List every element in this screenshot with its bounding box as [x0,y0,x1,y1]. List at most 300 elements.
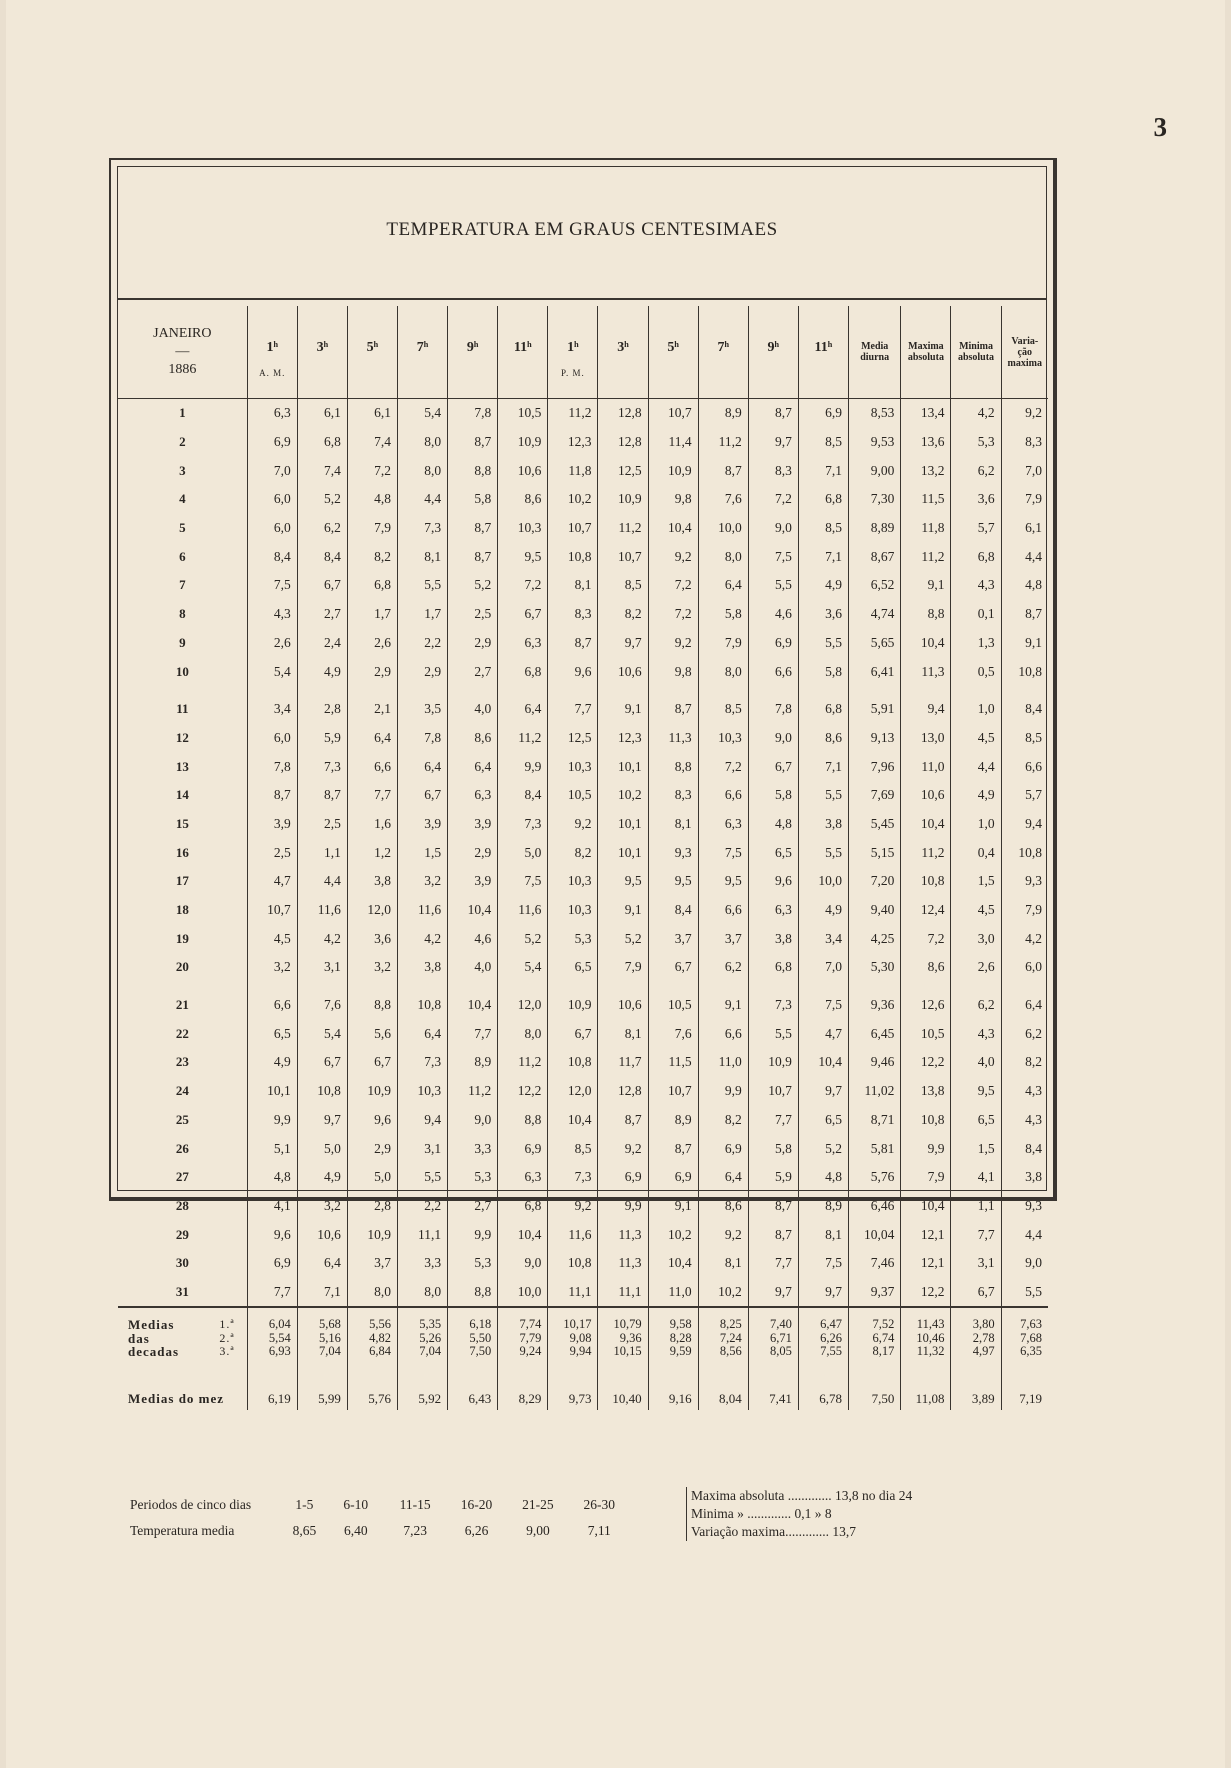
decade-mean-cell: 6,47 [798,1307,848,1332]
table-cell: 7,3 [748,991,798,1020]
period-range: 1-5 [295,1497,314,1512]
table-cell: 10,0 [798,867,848,896]
page-number: 3 [1153,112,1167,142]
table-cell: 10,8 [548,1048,598,1077]
table-cell: 6,5 [798,1106,848,1135]
table-row [118,1019,1048,1048]
table-cell: 8,5 [598,571,648,600]
table-cell: 8,4 [648,896,698,925]
decade-label: das 2.ª [128,1331,235,1347]
table-row [118,1048,1048,1077]
table-cell: 9,2 [1001,399,1048,428]
table-cell: 3,6 [347,924,397,953]
table-cell: 7,3 [297,752,347,781]
table-cell: 11,3 [648,724,698,753]
table-cell: 8,2 [347,542,397,571]
table-cell: 10,9 [648,456,698,485]
table-cell: 6,4 [448,752,498,781]
decade-mean-cell: 5,68 [297,1307,347,1332]
table-cell: 10,3 [498,514,548,543]
period-temps-label: Temperatura media [130,1523,235,1538]
table-cell: 8,71 [849,1106,901,1135]
table-cell: 6,46 [849,1192,901,1221]
table-cell: 2,2 [398,1192,448,1221]
table-cell: 7,8 [247,752,297,781]
table-row [118,428,1048,457]
table-cell: 9,9 [598,1192,648,1221]
table-inner [117,166,1047,1539]
table-cell: 8,6 [798,724,848,753]
decade-mean-cell: 7,52 [849,1307,901,1332]
table-cell: 9,6 [548,657,598,686]
table-cell: 7,6 [698,485,748,514]
table-cell: 11,2 [901,542,951,571]
table-cell: 8,6 [448,724,498,753]
table-row [118,1106,1048,1135]
month-mean-cell: 5,92 [398,1388,448,1410]
table-cell: 8,0 [698,657,748,686]
table-cell: 4,9 [951,781,1001,810]
decade-mean-cell: 6,35 [1001,1345,1048,1364]
hour-header: 3ʰ [297,306,347,399]
table-cell: 7,0 [798,953,848,982]
table-cell: 7,9 [1001,485,1048,514]
table-cell: 9,13 [849,724,901,753]
decade-mean-cell: 5,16 [297,1332,347,1345]
day-number: 18 [175,902,189,918]
table-cell: 13,6 [901,428,951,457]
day-number: 12 [175,729,189,745]
table-cell: 11,8 [548,456,598,485]
media-diurna-header: Media diurna [849,306,901,399]
table-cell: 4,3 [1001,1106,1048,1135]
table-cell: 8,6 [498,485,548,514]
table-cell: 8,7 [548,629,598,658]
table-cell: 8,8 [448,1278,498,1308]
table-cell: 9,9 [247,1106,297,1135]
decade-mean-row [118,1307,1048,1332]
decade-mean-cell: 9,08 [548,1332,598,1345]
table-cell: 10,4 [448,991,498,1020]
table-cell: 3,8 [1001,1163,1048,1192]
table-cell: 6,7 [498,600,548,629]
table-cell: 4,25 [849,924,901,953]
table-cell: 8,0 [347,1278,397,1308]
table-cell: 6,3 [247,399,297,428]
table-cell: 7,8 [448,399,498,428]
table-cell: 2,6 [247,629,297,658]
table-cell: 1,7 [347,600,397,629]
table-cell: 9,7 [748,428,798,457]
month-mean-cell: 8,04 [698,1388,748,1410]
table-cell: 11,2 [498,1048,548,1077]
table-cell: 7,1 [798,542,848,571]
table-cell: 3,8 [398,953,448,982]
table-cell: 6,9 [698,1134,748,1163]
table-cell: 12,0 [498,991,548,1020]
decade-mean-cell: 6,04 [247,1307,297,1332]
table-cell: 6,8 [798,695,848,724]
table-cell: 8,5 [1001,724,1048,753]
table-cell: 6,5 [951,1106,1001,1135]
table-cell: 11,6 [498,896,548,925]
table-cell: 10,3 [548,867,598,896]
minima-line: Minima » ............. 0,1 » 8 [691,1506,832,1521]
table-cell: 5,81 [849,1134,901,1163]
table-cell: 2,5 [448,600,498,629]
period-temp: 8,65 [292,1523,317,1538]
table-row [118,1249,1048,1278]
table-cell: 5,9 [748,1163,798,1192]
day-number: 23 [175,1054,189,1070]
decade-mean-cell: 6,71 [748,1332,798,1345]
table-cell: 6,5 [748,838,798,867]
table-cell: 8,53 [849,399,901,428]
table-cell: 9,1 [698,991,748,1020]
table-cell: 4,8 [247,1163,297,1192]
table-cell: 5,30 [849,953,901,982]
table-row [118,695,1048,724]
maxima-absoluta-header: Maxima absoluta [901,306,951,399]
table-cell: 10,5 [498,399,548,428]
table-cell: 8,7 [448,542,498,571]
table-cell: 5,76 [849,1163,901,1192]
table-cell: 10,4 [548,1106,598,1135]
table-cell: 7,1 [798,456,848,485]
table-cell: 3,4 [247,695,297,724]
decade-mean-cell: 8,25 [698,1307,748,1332]
table-cell: 1,5 [951,1134,1001,1163]
decade-mean-cell: 7,24 [698,1332,748,1345]
table-cell: 1,3 [951,629,1001,658]
table-cell: 9,4 [1001,810,1048,839]
table-cell: 4,9 [297,1163,347,1192]
table-cell: 3,0 [951,924,1001,953]
table-row [118,1220,1048,1249]
table-cell: 5,8 [798,657,848,686]
period-range: 11-15 [399,1497,431,1512]
title-divider [118,298,1046,300]
table-cell: 8,1 [798,1220,848,1249]
table-cell: 8,4 [297,542,347,571]
table-row [118,514,1048,543]
table-cell: 6,5 [247,1019,297,1048]
day-number: 9 [179,634,186,650]
table-cell: 7,5 [748,542,798,571]
table-cell: 5,6 [347,1019,397,1048]
table-cell: 9,5 [498,542,548,571]
table-cell: 5,5 [798,838,848,867]
table-cell: 9,2 [698,1220,748,1249]
table-cell: 11,3 [598,1220,648,1249]
table-cell: 1,6 [347,810,397,839]
table-title: TEMPERATURA EM GRAUS CENTESIMAES [386,219,778,240]
table-cell: 5,4 [398,399,448,428]
month-mean-cell: 6,19 [247,1388,297,1410]
table-cell: 6,3 [498,629,548,658]
decade-mean-cell: 11,32 [901,1345,951,1364]
table-cell: 7,9 [698,629,748,658]
day-number: 11 [176,701,189,717]
table-cell: 7,8 [748,695,798,724]
table-cell: 5,5 [748,571,798,600]
table-cell: 8,8 [901,600,951,629]
table-row [118,781,1048,810]
table-cell: 12,5 [598,456,648,485]
day-number: 1 [179,405,186,421]
table-cell: 2,1 [347,695,397,724]
decade-mean-cell: 7,55 [798,1345,848,1364]
table-cell: 11,2 [698,428,748,457]
table-cell: 8,7 [1001,600,1048,629]
hour-header: 11ʰ [498,306,548,399]
table-cell: 2,9 [347,1134,397,1163]
table-cell: 7,96 [849,752,901,781]
table-cell: 9,0 [748,724,798,753]
table-cell: 2,7 [448,657,498,686]
table-cell: 9,36 [849,991,901,1020]
table-cell: 7,2 [648,571,698,600]
table-cell: 5,1 [247,1134,297,1163]
table-cell: 3,6 [798,600,848,629]
table-cell: 3,5 [398,695,448,724]
table-cell: 11,1 [598,1278,648,1308]
table-cell: 4,7 [798,1019,848,1048]
decade-mean-cell: 10,79 [598,1307,648,1332]
table-cell: 5,8 [748,781,798,810]
hour-header: 7ʰ [398,306,448,399]
decade-mean-cell: 9,58 [648,1307,698,1332]
table-cell: 8,1 [648,810,698,839]
table-cell: 8,2 [698,1106,748,1135]
table-cell: 5,2 [498,924,548,953]
table-cell: 6,8 [798,485,848,514]
temperature-table [118,306,1048,1410]
table-row [118,1134,1048,1163]
table-cell: 7,2 [498,571,548,600]
table-cell: 6,6 [347,752,397,781]
table-cell: 10,4 [648,514,698,543]
month-mean-label: Medias do mez [128,1391,225,1407]
table-cell: 7,20 [849,867,901,896]
decade-label: Medias 1.ª [118,1307,247,1332]
table-cell: 8,3 [548,600,598,629]
table-cell: 7,0 [247,456,297,485]
decade-mean-cell: 9,59 [648,1345,698,1364]
table-cell: 4,3 [1001,1077,1048,1106]
table-cell: 6,2 [698,953,748,982]
table-cell: 0,1 [951,600,1001,629]
table-cell: 12,3 [598,724,648,753]
table-cell: 6,7 [951,1278,1001,1308]
table-cell: 10,9 [498,428,548,457]
day-number: 31 [175,1283,189,1299]
table-cell: 4,2 [297,924,347,953]
table-cell: 8,7 [748,1192,798,1221]
period-range: 21-25 [522,1497,554,1512]
table-cell: 6,0 [247,724,297,753]
table-cell: 12,0 [347,896,397,925]
table-cell: 6,7 [347,1048,397,1077]
table-cell: 2,9 [448,629,498,658]
table-cell: 2,9 [448,838,498,867]
table-cell: 6,4 [698,571,748,600]
decade-mean-cell: 8,17 [849,1345,901,1364]
table-row [118,485,1048,514]
decade-mean-cell: 2,78 [951,1332,1001,1345]
table-cell: 10,5 [648,991,698,1020]
day-number: 4 [179,491,186,507]
table-cell: 7,9 [347,514,397,543]
decade-mean-cell: 5,35 [398,1307,448,1332]
day-number: 28 [175,1197,189,1213]
table-row [118,1278,1048,1308]
table-cell: 6,7 [398,781,448,810]
table-cell: 7,4 [347,428,397,457]
day-number: 3 [179,462,186,478]
day-number: 25 [175,1111,189,1127]
day-number: 16 [175,844,189,860]
table-cell: 8,7 [448,514,498,543]
table-cell: 5,2 [297,485,347,514]
table-cell: 6,6 [698,781,748,810]
table-cell: 8,5 [798,428,848,457]
table-cell: 8,1 [398,542,448,571]
table-cell: 6,8 [951,542,1001,571]
table-cell: 11,2 [448,1077,498,1106]
table-cell: 10,7 [648,399,698,428]
table-cell: 11,1 [398,1220,448,1249]
table-cell: 11,2 [901,838,951,867]
table-cell: 6,4 [398,1019,448,1048]
table-cell: 8,0 [398,428,448,457]
table-cell: 8,7 [448,428,498,457]
period-range: 26-30 [583,1497,615,1512]
day-number: 29 [175,1226,189,1242]
table-cell: 10,9 [347,1220,397,1249]
decade-mean-cell: 5,54 [247,1332,297,1345]
table-cell: 2,5 [247,838,297,867]
table-cell: 9,3 [648,838,698,867]
decade-mean-cell: 5,56 [347,1307,397,1332]
day-number: 10 [175,663,189,679]
table-cell: 10,04 [849,1220,901,1249]
table-cell: 3,8 [748,924,798,953]
table-cell: 9,6 [347,1106,397,1135]
table-cell: 10,4 [498,1220,548,1249]
table-cell: 6,2 [1001,1019,1048,1048]
period-temp: 7,23 [403,1523,427,1538]
month-mean-cell: 5,99 [297,1388,347,1410]
header-row [118,306,1048,399]
table-cell: 8,3 [1001,428,1048,457]
table-cell: 9,1 [598,695,648,724]
table-cell: 10,7 [648,1077,698,1106]
table-cell: 4,9 [798,571,848,600]
table-cell: 8,0 [498,1019,548,1048]
table-cell: 5,4 [498,953,548,982]
decade-mean-cell: 4,82 [347,1332,397,1345]
table-cell: 7,0 [1001,456,1048,485]
hour-header: 7ʰ [698,306,748,399]
table-cell: 10,3 [548,896,598,925]
table-cell: 7,2 [698,752,748,781]
month-mean-cell: 8,29 [498,1388,548,1410]
month-mean-cell: 9,16 [648,1388,698,1410]
table-cell: 12,8 [598,428,648,457]
table-cell: 3,2 [347,953,397,982]
table-cell: 11,5 [901,485,951,514]
table-cell: 5,3 [951,428,1001,457]
table-cell: 4,3 [951,571,1001,600]
table-cell: 9,9 [448,1220,498,1249]
table-cell: 10,4 [901,629,951,658]
table-cell: 6,4 [498,695,548,724]
table-cell: 10,0 [498,1278,548,1308]
table-row [118,838,1048,867]
table-cell: 10,3 [548,752,598,781]
table-cell: 4,9 [798,896,848,925]
table-cell: 12,4 [901,896,951,925]
period-range: 16-20 [460,1497,493,1512]
decade-mean-cell: 5,50 [448,1332,498,1345]
table-cell: 10,1 [247,1077,297,1106]
hour-header: 9ʰ [748,306,798,399]
day-number: 27 [175,1169,189,1185]
table-cell: 10,8 [548,542,598,571]
table-cell: 4,7 [247,867,297,896]
table-cell: 8,0 [398,1278,448,1308]
table-cell: 2,7 [448,1192,498,1221]
table-cell: 1,5 [951,867,1001,896]
table-cell: 5,5 [798,781,848,810]
month-mean-cell: 3,89 [951,1388,1001,1410]
decade-mean-cell: 10,46 [901,1332,951,1345]
decade-mean-row [118,1345,1048,1364]
decade-mean-cell: 7,04 [297,1345,347,1364]
table-cell: 4,5 [247,924,297,953]
table-cell: 3,9 [448,810,498,839]
decade-mean-cell: 3,80 [951,1307,1001,1332]
table-cell: 9,2 [548,1192,598,1221]
table-cell: 6,1 [347,399,397,428]
table-row [118,724,1048,753]
table-cell: 8,9 [698,399,748,428]
table-cell: 10,1 [598,810,648,839]
table-cell: 11,4 [648,428,698,457]
decade-mean-cell: 6,26 [798,1332,848,1345]
table-cell: 5,0 [297,1134,347,1163]
table-cell: 12,2 [901,1278,951,1308]
decade-mean-cell: 10,15 [598,1345,648,1364]
table-cell: 6,8 [498,657,548,686]
table-cell: 7,6 [648,1019,698,1048]
table-cell: 7,9 [901,1163,951,1192]
month-mean-cell: 7,19 [1001,1388,1048,1410]
month-mean-cell: 11,08 [901,1388,951,1410]
table-cell: 7,3 [398,514,448,543]
table-cell: 4,3 [247,600,297,629]
table-cell: 12,3 [548,428,598,457]
table-cell: 5,8 [448,485,498,514]
table-row [118,953,1048,982]
table-cell: 4,0 [951,1048,1001,1077]
table-cell: 4,3 [951,1019,1001,1048]
table-cell: 11,6 [297,896,347,925]
table-cell: 10,5 [548,781,598,810]
table-cell: 3,1 [951,1249,1001,1278]
table-cell: 9,4 [398,1106,448,1135]
